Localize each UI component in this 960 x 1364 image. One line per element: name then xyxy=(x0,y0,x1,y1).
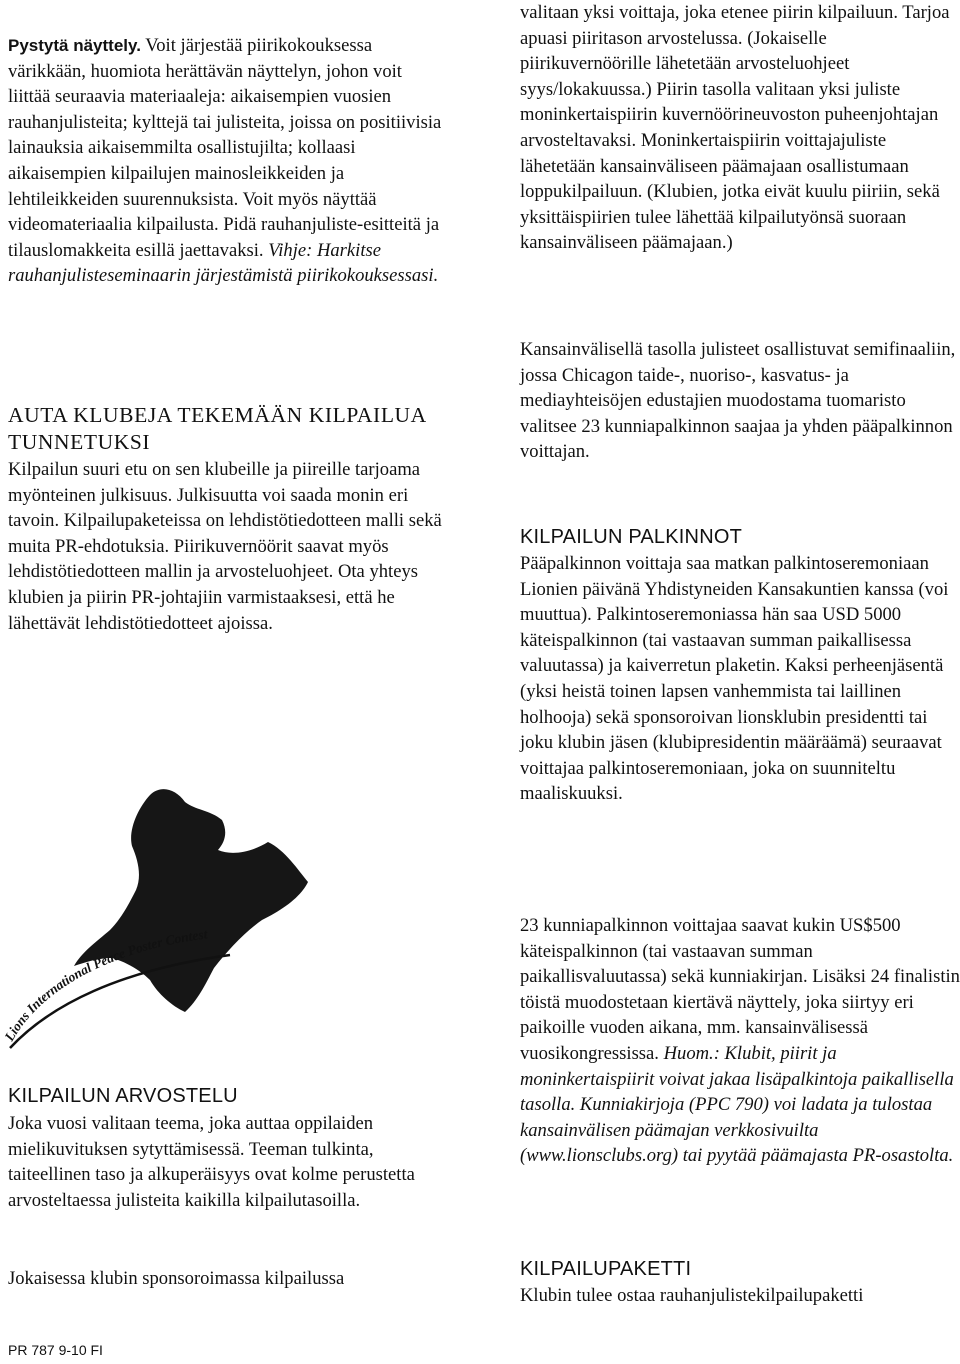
honorable-mention-note: Huom.: Klubit, piirit ja moninkertaispiirit voivat jakaa lisäpalkintoja paikallisella tasolla. Kunniakirjoja (PPC 790) voi ladata ja tulostaa kansainvälisen päämajan verkkosivuilta (www.lionsclubs.org) tai pyytää päämajasta PR-osastolta. xyxy=(520,1042,954,1167)
heading-publicity: AUTA KLUBEJA TEKEMÄÄN KILPAILUA TUNNETUKSI xyxy=(8,403,426,454)
judging-continued-paragraph: valitaan yksi voittaja, joka etenee piirin kilpailuun. Tarjoa apuasi piiritason arvostelussa. (Jokaiselle piirikuvernöörille lähetetään arvosteluohjeet syys/lokakuussa.) Piirin tasolla valitaan yksi juliste moninkertaispiirin kuvernöörineuvoston puheenjohtajan arvosteltavaksi. Moninkertaispiirin voittajajuliste lähetetään kansainväliseen päämajaan osallistumaan loppukilpailuun. (Klubien, jotka eivät kuulu piiriin, sekä yksittäispiirien tulee lähettää kilpailutyönsä suoraan kansainväliseen päämajaan.) xyxy=(520,2,950,254)
dove-silhouette xyxy=(74,789,308,1012)
judging-paragraph-2: Jokaisessa klubin sponsoroimassa kilpailussa xyxy=(8,1268,345,1289)
heading-judging: KILPAILUN ARVOSTELU xyxy=(8,1085,238,1107)
honorable-mention-text: 23 kunniapalkinnon voittajaa saavat kukin US$500 käteispalkinnon (tai vastaavan summan paikallisvaluutassa) sekä kunniakirjan. Lisäksi 24 finalistin töistä muodostetaan kiertävä näyttely, joka siirtyy eri paikoille vuoden aikana, mm. kansainvälisessä vuosikongressissa. xyxy=(520,915,960,1064)
peace-poster-contest-logo xyxy=(0,780,320,1060)
heading-prizes: KILPAILUN PALKINNOT xyxy=(520,526,743,548)
contest-kit-paragraph: Klubin tulee ostaa rauhanjulistekilpailupaketti xyxy=(520,1285,864,1306)
grand-prize-paragraph: Pääpalkinnon voittaja saa matkan palkintoseremoniaan Lionien päivänä Yhdistyneiden Kansakuntien kanssa (voi muuttua). Palkintoseremoniassa hän saa USD 5000 käteispalkinnon (tai vastaavan summan paikallisessa valuutassa) ja kaiverretun plaketin. Kaksi perheenjäsentä (yksi heistä toinen lapsen vanhemmista tai laillinen holhooja) sekä sponsoroivan lionsklubin presidentti tai joku klubin jäsen (klubipresidentin määräämä) seuraavat voittajaa palkintoseremoniaan, joka on suunniteltu maaliskuuksi. xyxy=(520,553,949,805)
intro-lead: Pystytä näyttely. xyxy=(8,36,141,55)
judging-paragraph: Joka vuosi valitaan teema, joka auttaa oppilaiden mielikuvituksen sytyttämisessä. Teeman tulkinta, taiteellinen taso ja alkuperäisyys ovat kolme perustetta arvosteltaessa julisteita kaikilla kilpailutasoilla. xyxy=(8,1113,415,1211)
logo-text-path: Lions International Peace Poster Contest xyxy=(1,926,209,1044)
heading-contest-kit: KILPAILUPAKETTI xyxy=(520,1258,692,1280)
international-level-paragraph: Kansainvälisellä tasolla julisteet osallistuvat semifinaaliin, jossa Chicagon taide-, nuoriso-, kasvatus- ja mediayhteisöjen edustajien muodostama tuomaristo valitsee 23 kunniapalkinnon saajaa ja yhden pääpalkinnon voittajan. xyxy=(520,339,956,463)
intro-text: Voit järjestää piirikokouksessa värikkään, huomiota herättävän näyttelyn, johon voit liittää seuraavia materiaaleja: aikaisempien vuosien rauhanjulisteita; kylttejä tai julisteita, joissa on positiivisia lainauksia aikaisemmilta osallistujilta; kollaasi aikaisempien kilpailujen mainosleikkeiden ja lehtileikkeiden suurennuksista. Voit myös näyttää videomateriaalia kilpailusta. Pidä rauhanjuliste-esitteitä ja tilauslomakkeita esillä jaettavaksi. xyxy=(8,35,442,261)
footer-code: PR 787 9-10 FI xyxy=(8,1342,103,1358)
intro-hint: Vihje: Harkitse rauhanjulisteseminaarin järjestämistä piirikokouksessasi. xyxy=(8,239,439,287)
honorable-mention-paragraph xyxy=(520,913,960,1169)
publicity-paragraph: Kilpailun suuri etu on sen klubeille ja piireille tarjoama myönteinen julkisuus. Julkisuutta voi saada monin eri tavoin. Kilpailupaketeissa on lehdistötiedotteen malli sekä muita PR-ehdotuksia. Piirikuvernöörit saavat myös lehdistötiedotteen mallin ja arvosteluohjeet. Ota yhteys klubien ja piirin PR-johtajiin varmistaaksesi, että he lähettävät lehdistötiedotteet ajoissa. xyxy=(8,459,442,634)
intro-paragraph xyxy=(8,33,446,289)
